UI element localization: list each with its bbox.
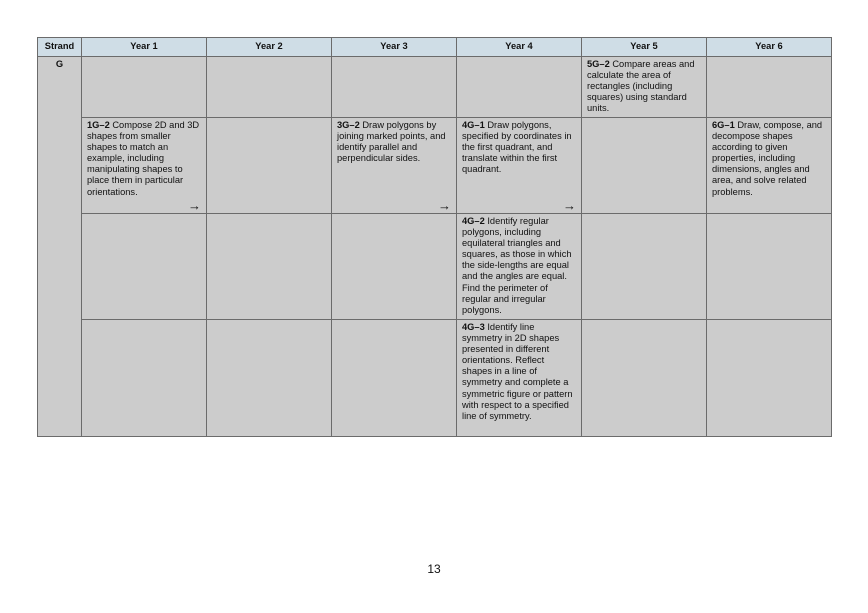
header-year-3: Year 3 xyxy=(332,38,457,57)
objective-code: 5G–2 xyxy=(587,59,610,69)
cell-row4-year6 xyxy=(707,320,832,437)
cell-row2-year4 xyxy=(457,118,582,214)
objective-text: Draw, compose, and decompose shapes according to given properties, including dimensions, angles and area, and solve related problems. xyxy=(712,120,823,197)
curriculum-table xyxy=(37,37,832,437)
cell-row3-year6 xyxy=(707,214,832,320)
cell-row1-year1 xyxy=(82,57,207,118)
objective-text: Compose 2D and 3D shapes from smaller shapes to match an example, including manipulating shapes to place them in particular orientations. xyxy=(87,120,200,197)
cell-row4-year4 xyxy=(457,320,582,437)
cell-row1-year6 xyxy=(707,57,832,118)
cell-row1-year2 xyxy=(207,57,332,118)
cell-row1-year4 xyxy=(457,57,582,118)
objective-code: 4G–2 xyxy=(462,216,485,226)
cell-row4-year3 xyxy=(332,320,457,437)
objective-text: Identify line symmetry in 2D shapes presented in different orientations. Reflect shapes in a line of symmetry and complete a symmetric figure or pattern with respect to a specified line of symmetry. xyxy=(462,322,573,421)
header-year-6: Year 6 xyxy=(707,38,832,57)
objective-text: Compare areas and calculate the area of rectangles (including squares) using standard units. xyxy=(587,59,695,114)
cell-row4-year2 xyxy=(207,320,332,437)
table-row xyxy=(38,214,832,320)
continuation-arrow-icon: → xyxy=(438,198,451,213)
strand-cell: G xyxy=(38,57,82,437)
table-row xyxy=(38,320,832,437)
continuation-arrow-icon: → xyxy=(563,198,576,213)
cell-row3-year3 xyxy=(332,214,457,320)
header-year-5: Year 5 xyxy=(582,38,707,57)
objective-text: Draw polygons by joining marked points, and identify parallel and perpendicular sides. xyxy=(337,120,446,164)
cell-row1-year3 xyxy=(332,57,457,118)
objective-code: 1G–2 xyxy=(87,120,110,130)
cell-row3-year2 xyxy=(207,214,332,320)
continuation-arrow-icon: → xyxy=(188,198,201,213)
cell-row2-year6 xyxy=(707,118,832,214)
objective-code: 6G–1 xyxy=(712,120,735,130)
table-row xyxy=(38,118,832,214)
objective-code: 4G–1 xyxy=(462,120,485,130)
objective-text: Identify regular polygons, including equilateral triangles and squares, as those in which the side-lengths are equal and the angles are equal. Find the perimeter of regular and irregular polygons. xyxy=(462,216,572,315)
cell-row4-year1 xyxy=(82,320,207,437)
cell-row2-year1 xyxy=(82,118,207,214)
cell-row2-year5 xyxy=(582,118,707,214)
header-row xyxy=(38,38,832,57)
cell-row3-year5 xyxy=(582,214,707,320)
header-year-4: Year 4 xyxy=(457,38,582,57)
page-number: 13 xyxy=(427,562,441,576)
cell-row2-year2 xyxy=(207,118,332,214)
cell-row3-year4 xyxy=(457,214,582,320)
header-year-2: Year 2 xyxy=(207,38,332,57)
cell-row3-year1 xyxy=(82,214,207,320)
cell-row2-year3 xyxy=(332,118,457,214)
header-year-1: Year 1 xyxy=(82,38,207,57)
objective-code: 3G–2 xyxy=(337,120,360,130)
table-row xyxy=(38,57,832,118)
cell-row4-year5 xyxy=(582,320,707,437)
objective-text: Draw polygons, specified by coordinates in the first quadrant, and translate within the first quadrant. xyxy=(462,120,572,175)
objective-code: 4G–3 xyxy=(462,322,485,332)
header-strand: Strand xyxy=(38,38,82,57)
cell-row1-year5 xyxy=(582,57,707,118)
